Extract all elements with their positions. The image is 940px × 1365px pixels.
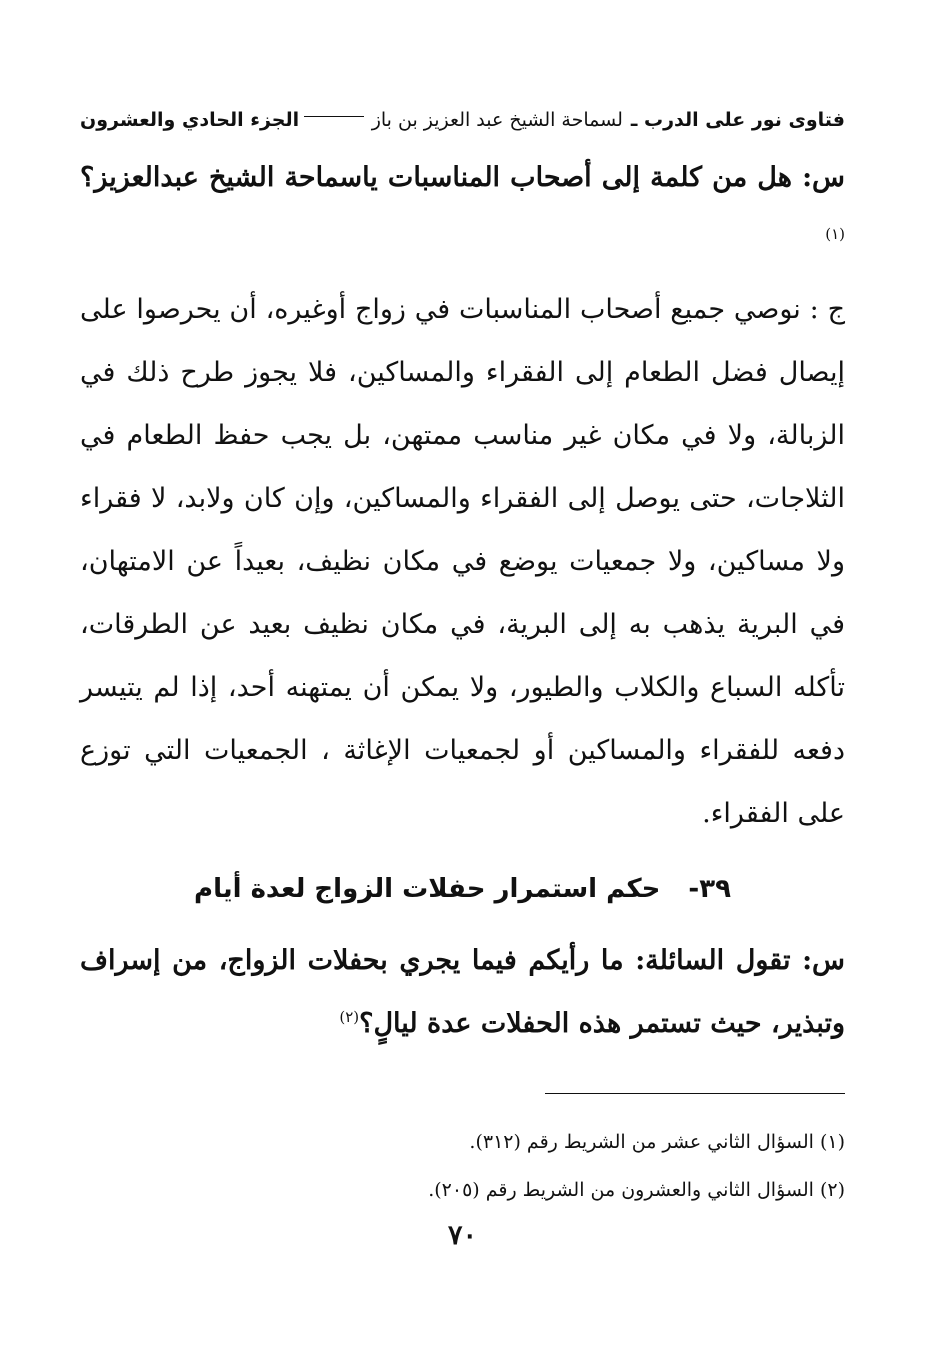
question-1-text: س: هل من كلمة إلى أصحاب المناسبات ياسماحة الشيخ عبدالعزيز؟ [80, 162, 845, 193]
footnote-ref-1: (١) [825, 225, 845, 243]
question-1 [80, 146, 845, 272]
question-2 [80, 929, 845, 1055]
volume-part: الجزء الحادي والعشرون [80, 109, 300, 131]
question-2-text: س: تقول السائلة: ما رأيكم فيما يجري بحفلات الزواج، من إسراف وتبذير، حيث تستمر هذه الحفلات عدة ليالٍ؟ [80, 945, 845, 1039]
footnote-1: (١) السؤال الثاني عشر من الشريط رقم (٣١٢). [469, 1131, 845, 1153]
page-number: ٧٠ [447, 1220, 477, 1251]
answer-1: ج : نوصي جميع أصحاب المناسبات في زواج أوغيره، أن يحرصوا على إيصال فضل الطعام إلى الفقراء والمساكين، فلا يجوز طرح ذلك في الزبالة، ولا في مكان غير مناسب ممتهن، بل يجب حفظ الطعام في الثلاجات، حتى يوصل إلى الفقراء والمساكين، وإن كان ولابد، لا فقراء ولا مساكين، ولا جمعيات يوضع في مكان نظيف، بعيداً عن الامتهان، في البرية يذهب به إلى البرية، في مكان نظيف بعيد عن الطرقات، تأكله السباع والكلاب والطيور، ولا يمكن أن يمتهنه أحد، إذا لم يتيسر دفعه للفقراء والمساكين أو لجمعيات الإغاثة ، الجمعيات التي توزع على الفقراء. [80, 294, 845, 829]
footnote-2: (٢) السؤال الثاني والعشرون من الشريط رقم (٢٠٥). [428, 1179, 845, 1201]
header-rule [304, 116, 364, 117]
footnotes [80, 1118, 845, 1214]
header-title-group [304, 109, 845, 131]
footnote-ref-2: (٢) [339, 1008, 360, 1026]
section-heading [80, 857, 845, 921]
book-title: فتاوى نور على الدرب ـ [630, 109, 845, 131]
section-number: ٣٩- [688, 874, 731, 904]
author-name: لسماحة الشيخ عبد العزيز بن باز [371, 109, 623, 131]
section-title: حكم استمرار حفلات الزواج لعدة أيام [194, 874, 661, 904]
book-page [80, 100, 845, 1251]
footnote-divider [545, 1093, 845, 1094]
running-header [80, 100, 845, 140]
